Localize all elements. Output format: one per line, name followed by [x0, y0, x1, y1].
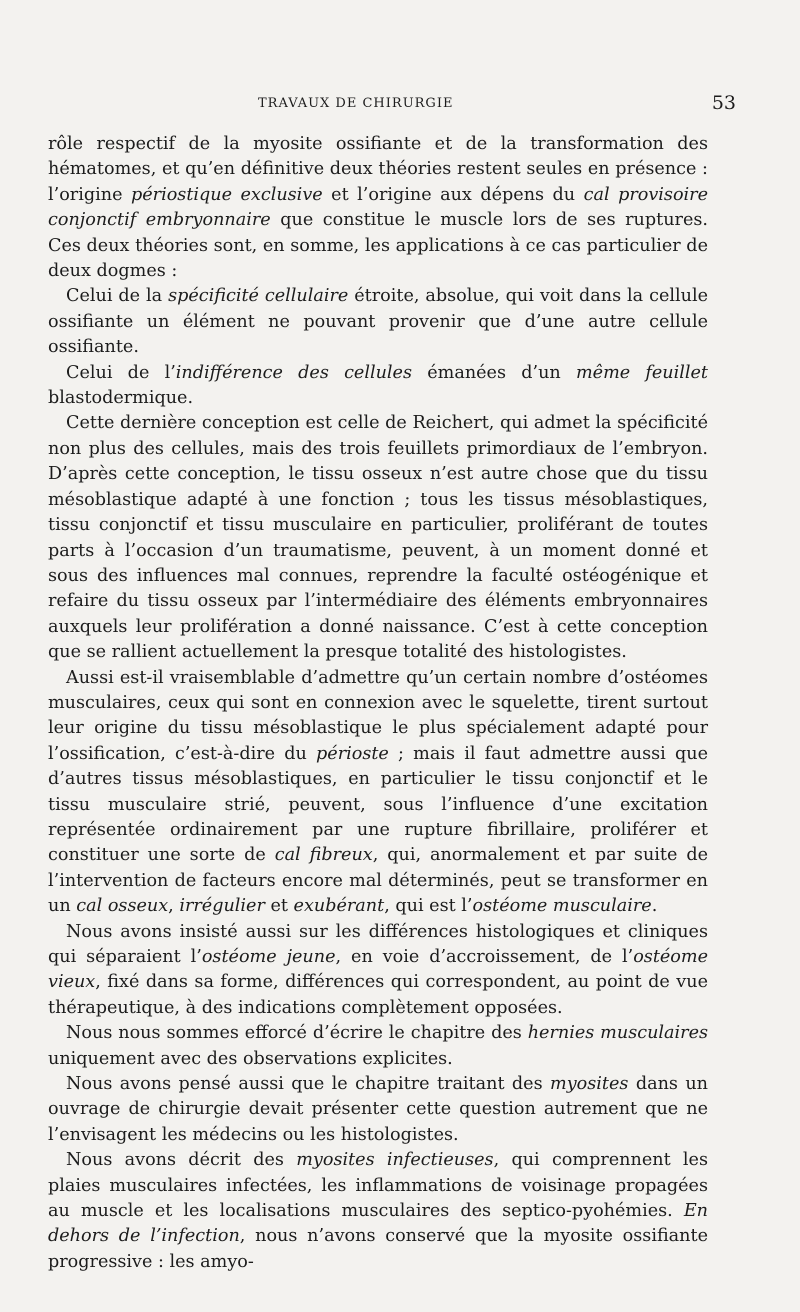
italic-run: périoste	[316, 743, 389, 764]
running-head	[48, 92, 736, 122]
text-run: rôle respectif de la myosite ossifiante et de la transformation des hématomes, et qu’en définitive deux théories restent seules en présence : l’origine	[48, 134, 708, 205]
body-text	[48, 132, 708, 1275]
italic-run: indifférence des cellules	[175, 362, 413, 383]
text-run: Celui de la	[66, 286, 169, 307]
text-run: , nous n’avons conservé que la myosite ossifiante progressive : les amyo-	[48, 1226, 708, 1272]
text-run: émanées d’un	[412, 362, 576, 383]
italic-run: hernies musculaires	[527, 1023, 709, 1044]
italic-run: cal provisoire conjonctif embryonnaire	[48, 184, 709, 231]
paragraph	[48, 1148, 708, 1275]
italic-run: périostique exclusive	[130, 184, 323, 205]
text-run: blastodermique.	[48, 388, 194, 409]
text-run: .	[651, 896, 658, 917]
paragraph	[48, 1072, 708, 1148]
italic-run: exubérant	[293, 896, 385, 917]
paragraph	[48, 411, 708, 665]
italic-run: ostéome vieux	[48, 947, 708, 993]
text-run: , qui, anormalement et par suite de l’intervention de facteurs encore mal déterminés, peut se transformer en un	[48, 845, 709, 917]
italic-run: irrégulier	[179, 896, 265, 917]
text-run: Nous nous sommes efforcé d’écrire le chapitre des	[66, 1023, 528, 1044]
italic-run: myosites infectieuses	[296, 1150, 494, 1171]
text-run: ,	[168, 896, 180, 917]
italic-run: myosites	[550, 1074, 629, 1095]
text-run: uniquement avec des observations explicites.	[48, 1048, 453, 1069]
text-run: dans un ouvrage de chirurgie devait présenter cette question autrement que ne l’envisagent les médecins ou les histologistes.	[48, 1074, 708, 1145]
text-run: Celui de l’	[66, 362, 176, 383]
running-title: TRAVAUX DE CHIRURGIE	[258, 96, 454, 111]
paragraph	[48, 666, 708, 920]
text-run: et l’origine aux dépens du	[322, 184, 584, 205]
text-run: ; mais il faut admettre aussi que d’autres tissus mésoblastiques, en particulier le tissu conjonctif et le tissu musculaire strié, peuvent, sous l’influence d’une excitation représentée ordinairement par une rupture fibrillaire, proliférer et constituer une sorte de	[48, 743, 708, 866]
paragraph	[48, 361, 708, 412]
text-run: Cette dernière conception est celle de Reichert, qui admet la spécificité non plus des cellules, mais des trois feuillets primordiaux de l’embryon. D’après cette conception, le tissu osseux n’est autre chose que du tissu mésoblastique adapté à une fonction ; tous les tissus mésoblastiques, tissu conjonctif et tissu musculaire en particulier, proliférant de toutes parts à l’occasion d’un traumatisme, peuvent, à un moment donné et sous des influences mal connues, reprendre la faculté ostéogénique et refaire du tissu osseux par l’intermédiaire des éléments embryonnaires auxquels leur prolifération a donné naissance. C’est à cette conception que se rallient actuellement la presque totalité des histologistes.	[48, 413, 708, 663]
italic-run: En dehors de l’infection	[48, 1201, 708, 1247]
text-run: Nous avons pensé aussi que le chapitre traitant des	[66, 1074, 551, 1095]
italic-run: spécificité cellulaire	[168, 286, 349, 307]
text-run: , en voie d’accroissement, de l’	[335, 947, 634, 967]
paragraph	[48, 1021, 708, 1072]
italic-run: ostéome musculaire	[472, 896, 652, 917]
text-run: Nous avons décrit des	[66, 1150, 297, 1171]
text-run: , qui comprennent les plaies musculaires infectées, les inflammations de voisinage propagées au muscle et les localisations musculaires des septico-pyohémies.	[48, 1150, 709, 1222]
italic-run: ostéome jeune	[201, 947, 336, 967]
text-run: , qui est l’	[384, 896, 473, 917]
paragraph	[48, 284, 708, 360]
italic-run: cal fibreux	[274, 845, 373, 866]
text-run: , fixé dans sa forme, différences qui correspondent, au point de vue thérapeutique, à des indications complètement opposées.	[48, 972, 708, 1018]
paragraph	[48, 132, 708, 284]
text-run: Aussi est-il vraisemblable d’admettre qu’un certain nombre d’ostéomes musculaires, ceux qui sont en connexion avec le squelette, tirent surtout leur origine du tissu mésoblastique le plus spécialement adapté pour l’ossification, c’est-à-dire du	[48, 667, 708, 764]
italic-run: cal osseux	[76, 896, 169, 917]
text-run: Nous avons insisté aussi sur les différences histologiques et cliniques qui séparaient l’	[48, 921, 708, 967]
text-run: étroite, absolue, qui voit dans la cellule ossifiante un élément ne pouvant provenir que d’une autre cellule ossifiante.	[48, 286, 708, 358]
italic-run: même feuillet	[575, 362, 708, 383]
paragraph	[48, 920, 708, 1022]
text-run: que constitue le muscle lors de ses ruptures. Ces deux théories sont, en somme, les applications à ce cas particulier de deux dogmes :	[48, 210, 708, 282]
page-number: 53	[711, 92, 736, 114]
text-run: et	[264, 896, 294, 917]
